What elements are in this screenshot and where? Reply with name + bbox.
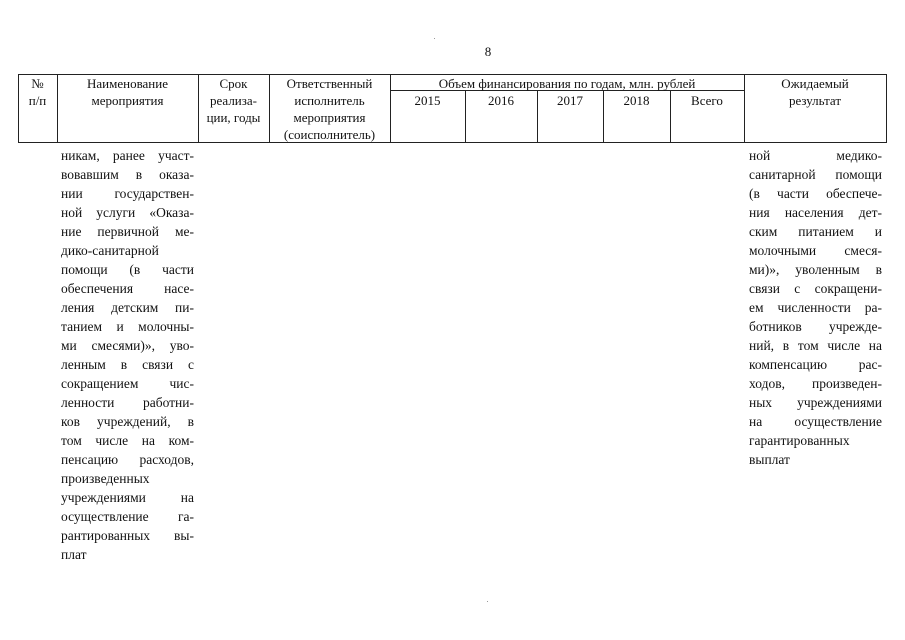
page-number: 8 xyxy=(484,44,492,59)
text-line: ем численности ра- xyxy=(749,300,882,315)
text-line: рантированных вы- xyxy=(61,528,194,543)
text-line: сокращением чис- xyxy=(61,376,194,391)
text-line: ленности работни- xyxy=(61,395,194,410)
header-year-2016: 2016 xyxy=(488,93,514,108)
text-line: никам, ранее участ- xyxy=(61,148,194,163)
text-line: на осуществление xyxy=(749,414,882,429)
header-total: Всего xyxy=(691,93,723,108)
text-line: ми)», уволенным в xyxy=(749,262,882,277)
scan-speck xyxy=(434,38,435,39)
header-year-2015: 2015 xyxy=(414,93,441,108)
text-line: ных учреждениями xyxy=(749,395,882,410)
header-funding: Объем финансирования по годам, млн. рублей xyxy=(438,76,696,91)
text-line: гарантированных xyxy=(749,433,850,448)
header-name: Наименование мероприятия xyxy=(87,76,168,108)
text-line: ний, в том числе на xyxy=(749,338,882,353)
text-line: выплат xyxy=(749,452,790,467)
text-line: ходов, произведен- xyxy=(749,376,882,391)
text-line: обеспечения насе- xyxy=(61,281,194,296)
result-column-text xyxy=(749,146,882,469)
text-line: вовавшим в оказа- xyxy=(61,167,194,182)
col-border xyxy=(886,74,887,143)
header-term: Срок реализа- ции, годы xyxy=(206,76,261,125)
text-line: молочными смеся- xyxy=(749,243,882,258)
text-line: дико-санитарной xyxy=(61,243,159,258)
text-line: пенсацию расходов, xyxy=(61,452,194,467)
header-year-2018: 2018 xyxy=(623,93,650,108)
text-line: танием и молочны- xyxy=(61,319,194,334)
header-responsible: Ответственный исполнитель мероприятия (соисполнитель) xyxy=(283,76,376,142)
text-line: плат xyxy=(61,547,87,562)
table-header-bottom-border xyxy=(18,142,887,143)
text-line: ленным в связи с xyxy=(61,357,194,372)
header-year-2017: 2017 xyxy=(557,93,583,108)
text-line: ния населения дет- xyxy=(749,205,882,220)
header-result: Ожидаемый результат xyxy=(781,76,849,108)
text-line: связи с сокращени- xyxy=(749,281,882,296)
text-line: (в части обеспече- xyxy=(749,186,882,201)
text-line: ским питанием и xyxy=(749,224,882,239)
text-line: нии государствен- xyxy=(61,186,194,201)
text-line: ной услуги «Оказа- xyxy=(61,205,194,220)
text-line: ние первичной ме- xyxy=(61,224,194,239)
text-line: помощи (в части xyxy=(61,262,194,277)
header-num: № п/п xyxy=(28,76,47,108)
text-line: произведенных xyxy=(61,471,150,486)
text-line: ной медико- xyxy=(749,148,882,163)
text-line: осуществление га- xyxy=(61,509,194,524)
text-line: ботников учрежде- xyxy=(749,319,882,334)
scan-speck xyxy=(487,601,488,602)
text-line: ков учреждений, в xyxy=(61,414,194,429)
text-line: компенсацию рас- xyxy=(749,357,882,372)
text-line: ми смесями)», уво- xyxy=(61,338,194,353)
text-line: учреждениями на xyxy=(61,490,194,505)
text-line: ления детским пи- xyxy=(61,300,194,315)
text-line: санитарной помощи xyxy=(749,167,882,182)
name-column-text xyxy=(61,146,194,564)
text-line: том числе на ком- xyxy=(61,433,194,448)
